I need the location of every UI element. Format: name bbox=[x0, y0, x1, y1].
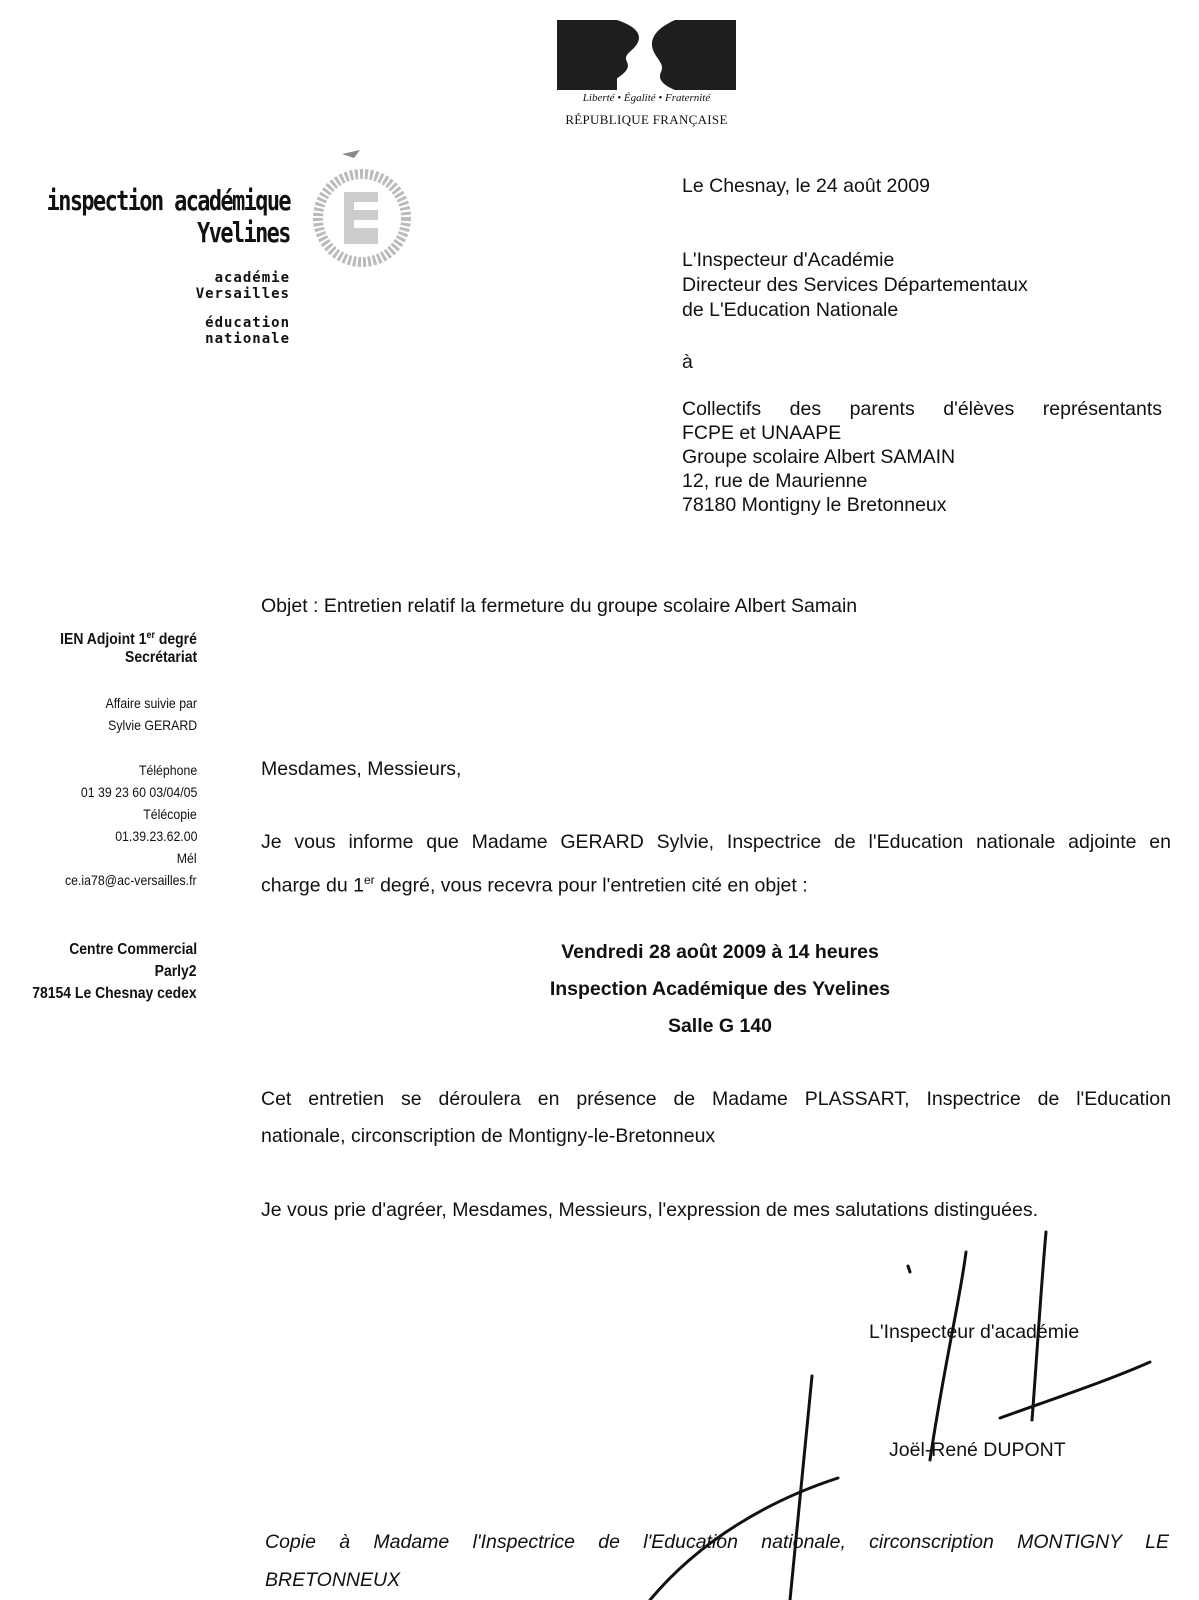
signature-stroke bbox=[930, 1252, 966, 1460]
signatory-name: Joël-René DUPONT bbox=[889, 1439, 1066, 1461]
inspection-academique-logo bbox=[40, 146, 400, 366]
sidebar-service-sup: er bbox=[146, 630, 156, 641]
paragraph-1-text-end: degré, vous recevra pour l'entretien cité en objet : bbox=[374, 874, 808, 897]
sidebar-address-line: 78154 Le Chesnay cedex bbox=[32, 985, 197, 1002]
republique-francaise-logo bbox=[557, 20, 736, 131]
meeting-place: Inspection Académique des Yvelines bbox=[549, 978, 891, 1000]
sidebar-address-line: Parly2 bbox=[155, 963, 197, 980]
paragraph-2-line-2: nationale, circonscription de Montigny-le-Bretonneux bbox=[261, 1125, 716, 1147]
sidebar-fax: 01.39.23.62.00 bbox=[114, 828, 197, 844]
closing-formula: Je vous prie d'agréer, Mesdames, Messieurs, l'expression de mes salutations distinguées. bbox=[261, 1199, 1038, 1221]
signatory-title: L'Inspecteur d'académie bbox=[869, 1321, 1080, 1343]
sidebar-secretariat: Secrétariat bbox=[124, 649, 197, 666]
sidebar-mail-label: Mél bbox=[177, 850, 197, 866]
signature-stroke bbox=[908, 1266, 910, 1272]
recipient-line: Groupe scolaire Albert SAMAIN bbox=[682, 446, 956, 468]
sidebar-phone-label: Téléphone bbox=[138, 762, 197, 778]
signature-stroke bbox=[1000, 1362, 1150, 1418]
letter-object: Objet : Entretien relatif la fermeture du groupe scolaire Albert Samain bbox=[261, 595, 858, 617]
sender-line: Directeur des Services Départementaux bbox=[682, 274, 1028, 296]
sidebar-followed-label: Affaire suivie par bbox=[105, 695, 197, 711]
sidebar-service-degree: degré bbox=[155, 631, 197, 649]
logo-line-inspection: inspection académique bbox=[46, 184, 290, 217]
marianne-flag-icon bbox=[557, 20, 736, 90]
paragraph-1-line-2 bbox=[261, 868, 808, 898]
sidebar-fax-label: Télécopie bbox=[143, 806, 197, 822]
signature-stroke bbox=[790, 1376, 812, 1600]
sidebar-phone: 01 39 23 60 03/04/05 bbox=[80, 784, 197, 800]
logo-line-nationale: nationale bbox=[205, 331, 290, 347]
recipient-line: 12, rue de Maurienne bbox=[682, 470, 868, 492]
logo-line-yvelines: Yvelines bbox=[197, 216, 290, 249]
copy-line-1: Copie à Madame l'Inspectrice de l'Education nationale, circonscription MONTIGNY LE bbox=[265, 1531, 1169, 1553]
republic-motto: Liberté • Égalité • Fraternité bbox=[582, 92, 711, 104]
address-to: à bbox=[682, 351, 693, 373]
salutation: Mesdames, Messieurs, bbox=[261, 758, 462, 780]
logo-line-academie: académie bbox=[214, 270, 290, 286]
paragraph-1-line-1: Je vous informe que Madame GERARD Sylvie, Inspectrice de l'Education nationale adjointe en bbox=[261, 831, 1171, 853]
place-date: Le Chesnay, le 24 août 2009 bbox=[682, 175, 930, 197]
sidebar-address-line: Centre Commercial bbox=[69, 941, 197, 958]
recipient-line: FCPE et UNAAPE bbox=[682, 422, 842, 444]
meeting-room: Salle G 140 bbox=[667, 1015, 773, 1037]
republic-name: RÉPUBLIQUE FRANÇAISE bbox=[565, 112, 728, 127]
sidebar-followed-name: Sylvie GERARD bbox=[107, 717, 197, 733]
logo-line-education: éducation bbox=[205, 315, 290, 331]
sidebar-mail: ce.ia78@ac-versailles.fr bbox=[65, 872, 197, 888]
paragraph-1-text: charge du 1 bbox=[261, 874, 364, 897]
education-e-emblem-icon bbox=[302, 146, 422, 276]
paragraph-2-line-1: Cet entretien se déroulera en présence de Madame PLASSART, Inspectrice de l'Education bbox=[261, 1088, 1171, 1110]
sender-line: de L'Education Nationale bbox=[682, 299, 899, 321]
sidebar-service-text: IEN Adjoint 1 bbox=[60, 631, 147, 649]
sender-line: L'Inspecteur d'Académie bbox=[682, 249, 895, 271]
paragraph-1-sup: er bbox=[364, 873, 375, 887]
recipient-line: 78180 Montigny le Bretonneux bbox=[682, 494, 947, 516]
copy-line-2: BRETONNEUX bbox=[265, 1569, 401, 1591]
logo-line-versailles: Versailles bbox=[195, 286, 290, 302]
sidebar-service bbox=[60, 626, 197, 650]
meeting-date: Vendredi 28 août 2009 à 14 heures bbox=[561, 941, 879, 963]
recipient-line: Collectifs des parents d'élèves représentants bbox=[682, 398, 1162, 420]
